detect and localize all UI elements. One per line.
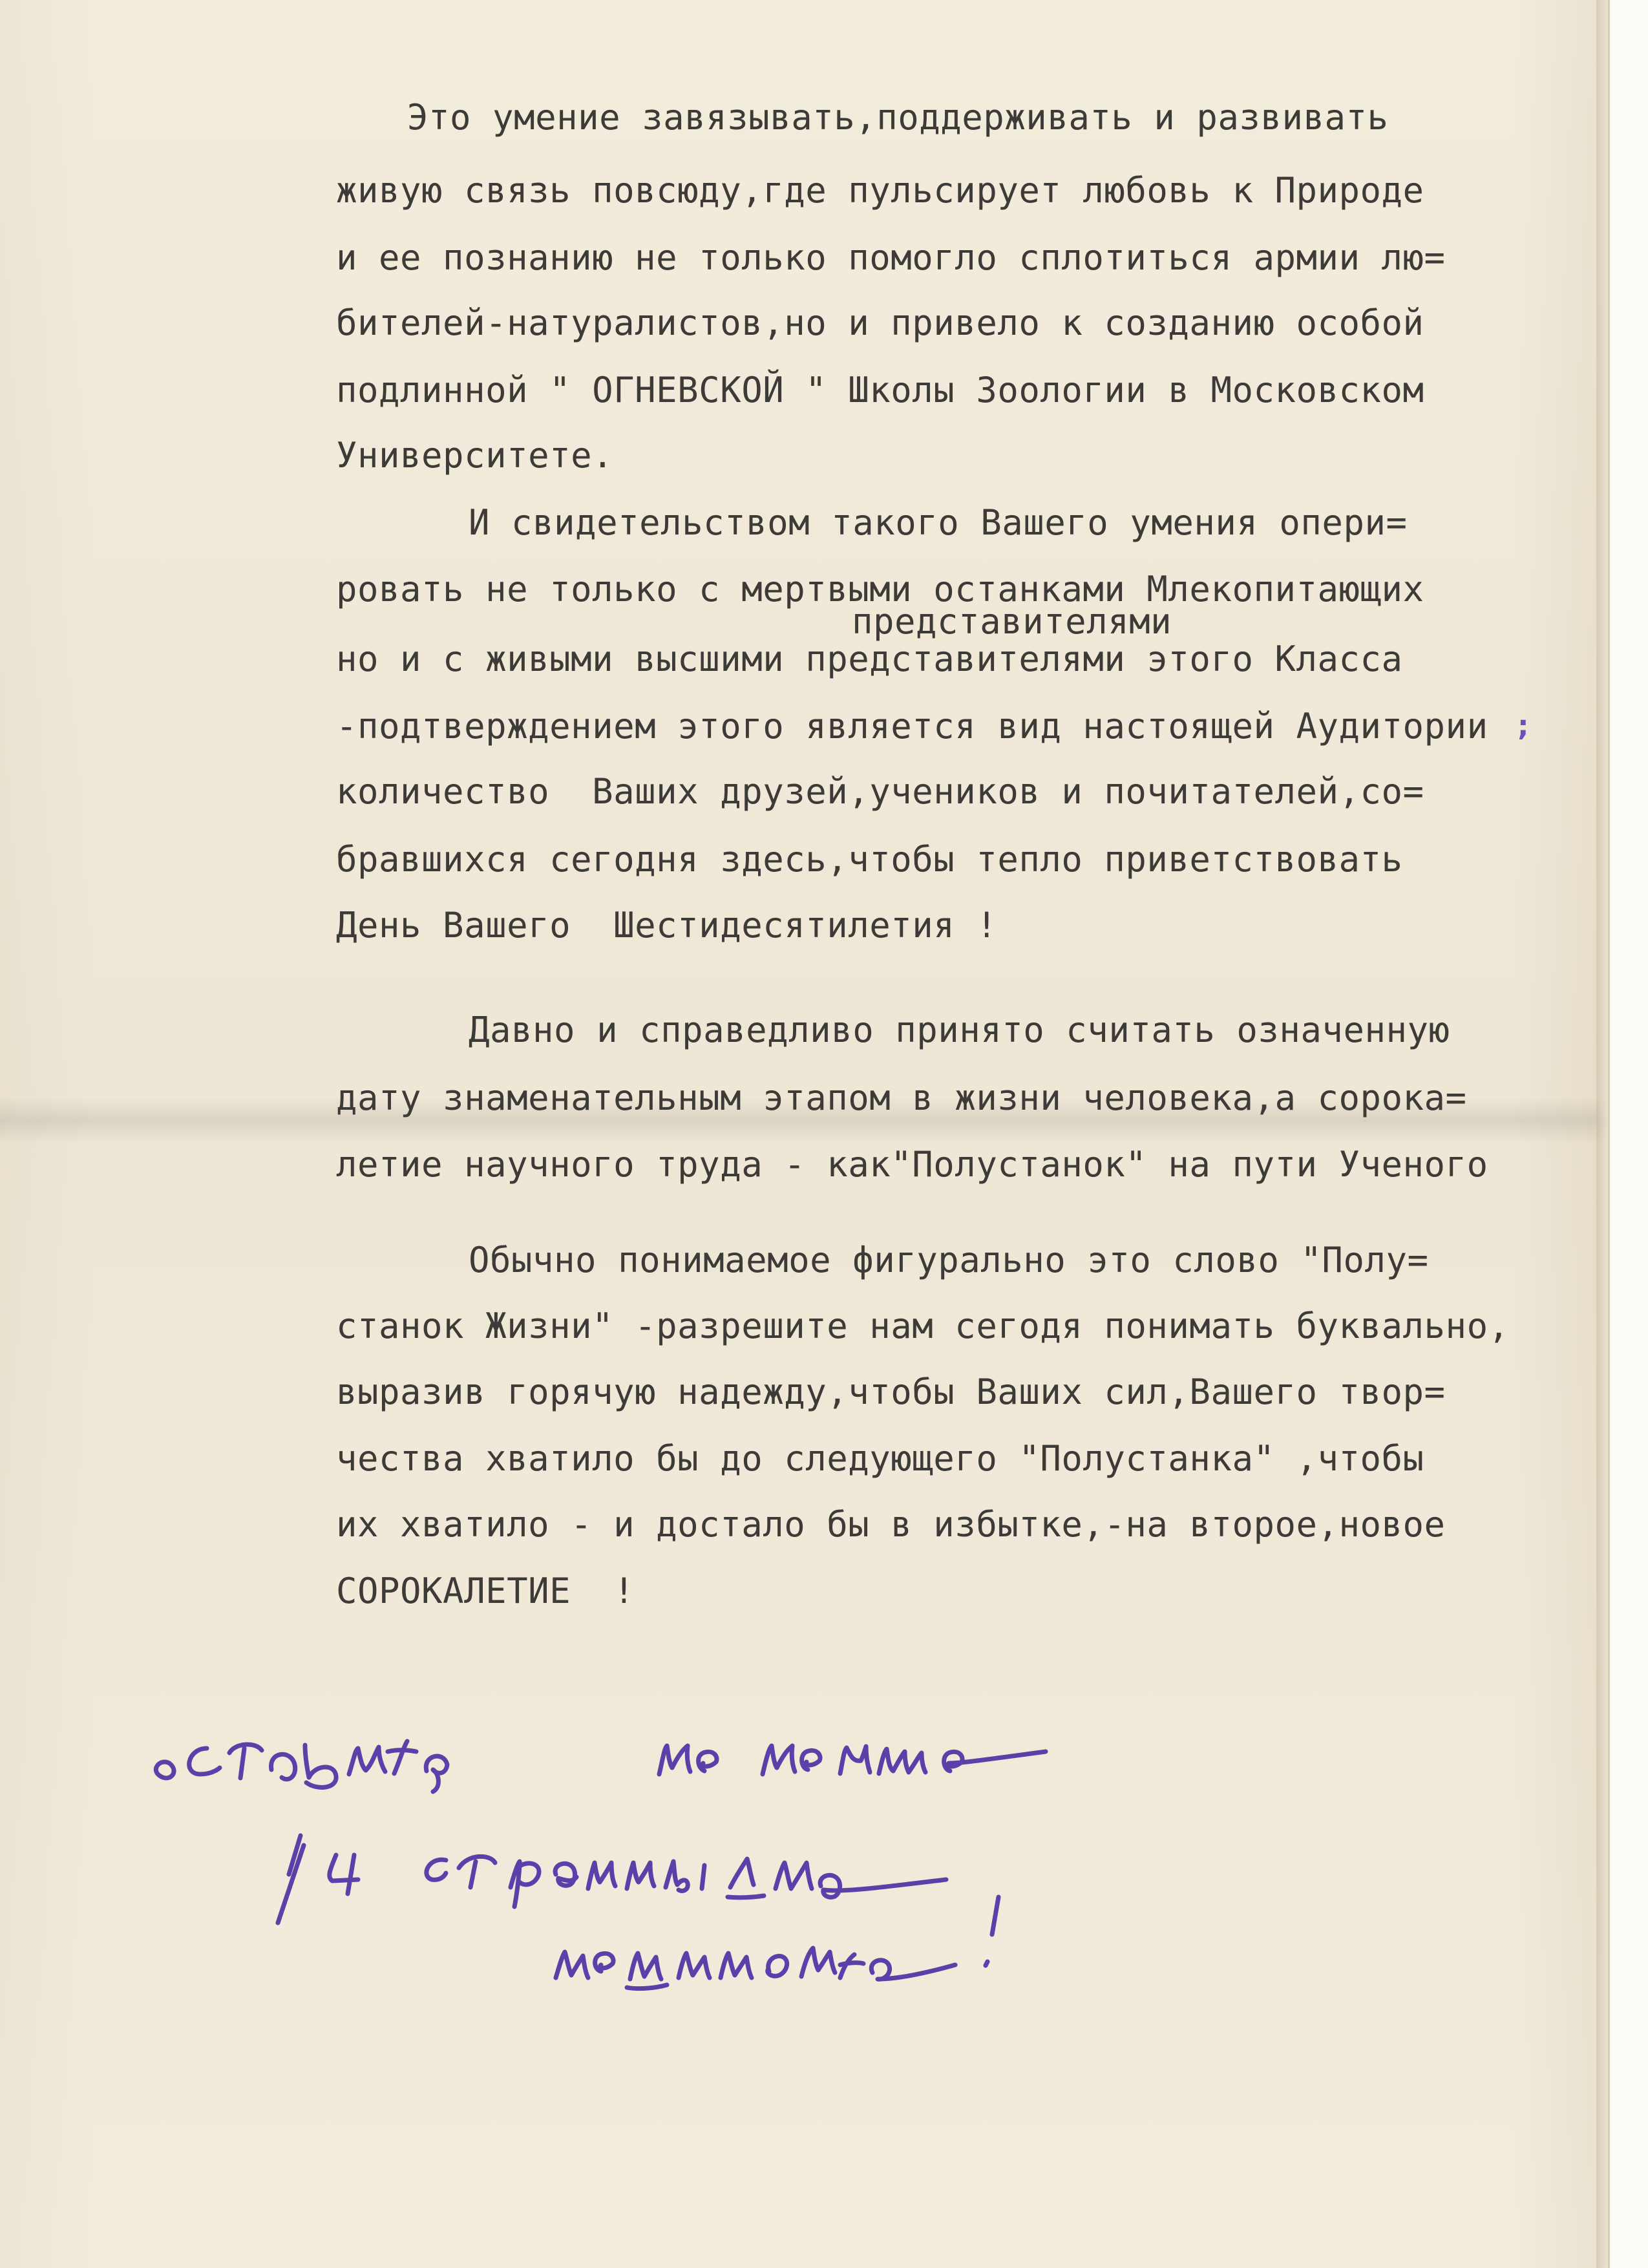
text-line: их хватило - и достало бы в избытке,-на второе,новое [336,1504,1446,1545]
text-line: День Вашего Шестидесятилетия ! [336,905,998,946]
text-line: выразив горячую надежду,чтобы Ваших сил,Вашего твор= [336,1372,1446,1412]
handwritten-line-3 [556,1897,998,1989]
text-line: чества хватило бы до следующего "Полустанка" ,чтобы [336,1438,1424,1479]
text-line: ровать не только с мертвыми останками Млекопитающих [336,569,1424,609]
text-line: дату знаменательным этапом в жизни человека,а сорока= [336,1077,1467,1118]
text-line: подлинной " ОГНЕВСКОЙ " Школы Зоологии в Московском [336,370,1424,410]
text-line: летие научного труда - как"Полустанок" на пути Ученого [336,1144,1488,1185]
handwritten-line-2 [278,1836,946,1923]
handwritten-line-1 [156,1741,1046,1792]
text-line: Это умение завязывать,поддерживать и развивать [407,97,1389,138]
text-line: живую связь повсюду,где пульсирует любовь к Природе [336,170,1424,211]
text-line: но и с живыми высшими представителями этого Класса [336,639,1403,679]
text-line: бравшихся сегодня здесь,чтобы тепло приветствовать [336,839,1403,880]
text-line: бителей-натуралистов,но и привело к созданию особой [336,302,1424,343]
text-line: Обычно понимаемое фигурально это слово "Полу= [469,1240,1429,1280]
text-line: Университете. [336,435,614,476]
text-line: станок Жизни" -разрешите нам сегодя понимать буквально, [336,1306,1510,1346]
text-line: -подтверждением этого является вид настоящей Аудитории [336,706,1488,747]
interlinear-insert: представителями [852,601,1172,642]
text-line: СОРОКАЛЕТИЕ ! [336,1571,635,1611]
text-line: Давно и справедливо принято считать означенную [469,1010,1450,1050]
margin-semicolon-mark: ; [1517,710,1529,743]
text-line: и ее познанию не только помогло сплотиться армии лю= [336,237,1446,278]
text-line: И свидетельством такого Вашего умения опери= [469,502,1408,543]
text-line: количество Ваших друзей,учеников и почитателей,со= [336,771,1424,812]
